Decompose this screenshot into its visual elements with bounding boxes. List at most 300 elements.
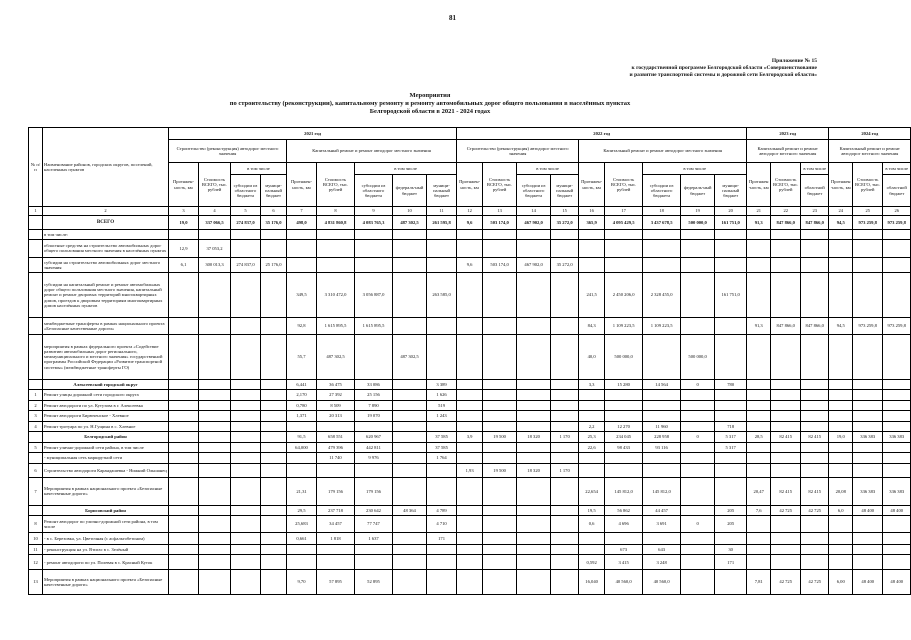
row-value: 336 383 <box>883 432 911 443</box>
row-value: 973 259,8 <box>853 215 883 229</box>
row-value <box>393 400 427 411</box>
row-value: 91,5 <box>287 432 317 443</box>
table-row <box>29 442 911 453</box>
row-value <box>883 230 911 239</box>
row-value <box>801 239 829 257</box>
row-value: 42 725 <box>771 569 801 594</box>
row-value <box>715 230 747 239</box>
row-value: 19,5 <box>579 505 605 516</box>
row-value: 4 710 <box>427 516 457 533</box>
row-value <box>393 569 427 594</box>
row-value <box>199 273 231 318</box>
row-value <box>801 390 829 401</box>
row-value <box>643 411 681 422</box>
row-value <box>801 273 829 318</box>
table-row <box>29 453 911 464</box>
column-number: 14 <box>517 206 551 215</box>
row-value <box>747 230 771 239</box>
row-name: - реконструкция на ул. Втигас в с. Зелёный <box>43 544 169 555</box>
row-value: 40 560,0 <box>643 569 681 594</box>
header-length: Протяжен-ность, км <box>829 163 853 206</box>
row-value <box>169 544 199 555</box>
row-value <box>483 317 517 334</box>
row-value <box>355 239 393 257</box>
row-value: 21,31 <box>287 477 317 505</box>
row-value <box>853 453 883 464</box>
row-value: 1 764 <box>427 453 457 464</box>
row-value: 336 383 <box>853 432 883 443</box>
row-value <box>853 230 883 239</box>
row-value <box>715 400 747 411</box>
row-value: 500 000,0 <box>681 334 715 379</box>
row-value <box>551 555 579 569</box>
row-value <box>715 463 747 477</box>
row-value <box>261 411 287 422</box>
row-value <box>355 421 393 432</box>
row-value <box>317 421 355 432</box>
row-value <box>199 432 231 443</box>
row-value <box>483 453 517 464</box>
row-value <box>483 421 517 432</box>
row-value: 33 086 <box>355 379 393 390</box>
row-value <box>199 533 231 545</box>
row-value <box>261 317 287 334</box>
row-value <box>393 317 427 334</box>
row-value <box>261 505 287 516</box>
row-number: 12 <box>29 555 43 569</box>
row-value: 145 812,0 <box>605 477 643 505</box>
row-value: 25,3 <box>579 432 605 443</box>
row-value: 228 958 <box>643 432 681 443</box>
header-num: № п/п <box>29 128 43 207</box>
row-value <box>287 239 317 257</box>
row-value <box>771 379 801 390</box>
row-value <box>261 516 287 533</box>
row-value <box>771 463 801 477</box>
row-value <box>883 334 911 379</box>
row-value <box>883 463 911 477</box>
row-value: 4 696 <box>605 516 643 533</box>
column-number: 19 <box>681 206 715 215</box>
row-value: 92,8 <box>287 317 317 334</box>
row-value <box>457 569 483 594</box>
row-value: 179 156 <box>355 477 393 505</box>
row-value <box>169 516 199 533</box>
row-value: 11 960 <box>643 421 681 432</box>
row-value <box>883 421 911 432</box>
header-length: Протяжен-ность, км <box>579 163 605 206</box>
row-value <box>483 516 517 533</box>
row-value: 780 <box>715 379 747 390</box>
row-value: 40 560,0 <box>605 569 643 594</box>
row-value <box>681 463 715 477</box>
row-value <box>231 411 261 422</box>
row-value: 27 392 <box>317 390 355 401</box>
row-value <box>771 334 801 379</box>
row-value <box>355 230 393 239</box>
header-repair-2021: Капитальный ремонт и ремонт автодорог местного значения <box>287 139 457 163</box>
row-value <box>483 569 517 594</box>
row-value: 179 156 <box>317 477 355 505</box>
row-number <box>29 239 43 257</box>
row-value: 25 176,0 <box>261 257 287 272</box>
row-value <box>853 516 883 533</box>
row-value <box>681 555 715 569</box>
row-number <box>29 432 43 443</box>
row-value <box>801 453 829 464</box>
row-value: 487 302,5 <box>393 215 427 229</box>
row-value <box>393 421 427 432</box>
row-value <box>853 533 883 545</box>
table-row <box>29 334 911 379</box>
row-value: 1 109 223,5 <box>605 317 643 334</box>
row-value <box>801 442 829 453</box>
row-value <box>853 390 883 401</box>
row-value <box>883 555 911 569</box>
row-value <box>287 463 317 477</box>
row-value <box>393 533 427 545</box>
row-value: 503 174,0 <box>483 257 517 272</box>
row-value <box>287 555 317 569</box>
row-value <box>231 442 261 453</box>
row-number: 2 <box>29 400 43 411</box>
row-value <box>427 421 457 432</box>
row-value <box>261 544 287 555</box>
row-value: 1 626 <box>427 390 457 401</box>
document-title <box>150 92 710 116</box>
row-value <box>605 463 643 477</box>
row-value: 261 595,8 <box>427 215 457 229</box>
row-value: 37 585 <box>427 442 457 453</box>
row-value <box>483 544 517 555</box>
row-value <box>317 257 355 272</box>
header-repair-2022: Капитальный ремонт и ремонт автодорог местного значения <box>579 139 747 163</box>
row-value: 349,5 <box>287 273 317 318</box>
row-value: 1 615 895,5 <box>355 317 393 334</box>
row-value <box>551 379 579 390</box>
row-value <box>605 453 643 464</box>
row-value <box>261 421 287 432</box>
row-value <box>231 544 261 555</box>
row-value <box>551 505 579 516</box>
row-value <box>483 334 517 379</box>
row-value <box>169 317 199 334</box>
row-name: Мероприятия в рамках национального проекта «Безопасные качественные дороги» <box>43 569 169 594</box>
row-value: 161 751,0 <box>715 273 747 318</box>
row-value: 18 320 <box>517 463 551 477</box>
row-value <box>483 477 517 505</box>
row-value: 29,5 <box>287 505 317 516</box>
header-incl: в том числе <box>231 163 287 175</box>
row-value <box>483 273 517 318</box>
row-name: - в с. Березовка, ул. Цветочная (с асфальтобетоном) <box>43 533 169 545</box>
row-value: 35 272,0 <box>551 215 579 229</box>
row-value <box>457 442 483 453</box>
row-value <box>883 400 911 411</box>
row-value <box>747 390 771 401</box>
row-value <box>199 555 231 569</box>
row-value <box>517 421 551 432</box>
row-value: 19,0 <box>829 432 853 443</box>
row-value <box>261 400 287 411</box>
table-row <box>29 477 911 505</box>
row-value <box>261 442 287 453</box>
row-value <box>883 257 911 272</box>
row-value <box>199 569 231 594</box>
header-incl: в том числе <box>355 163 457 175</box>
row-number <box>29 257 43 272</box>
table-row <box>29 273 911 318</box>
row-value: 4 095 429,5 <box>605 215 643 229</box>
row-value: 237 718 <box>317 505 355 516</box>
row-value <box>853 544 883 555</box>
row-value <box>681 569 715 594</box>
row-value: 19 070 <box>355 411 393 422</box>
row-name: - муниципальная сеть маршрутной сети <box>43 453 169 464</box>
row-value <box>457 555 483 569</box>
row-value: 37 585 <box>427 432 457 443</box>
row-value <box>801 421 829 432</box>
row-name: Ремонт автодорог по улично-дорожной сети района, в том числе <box>43 516 169 533</box>
row-value <box>483 230 517 239</box>
row-value <box>199 516 231 533</box>
row-value: 161 751,0 <box>715 215 747 229</box>
row-value: 1,93 <box>457 463 483 477</box>
row-value: 658 551 <box>317 432 355 443</box>
row-name: межбюджетные трансферты в рамках национального проекта «Безопасные качественные дороги» <box>43 317 169 334</box>
row-value <box>883 411 911 422</box>
row-value <box>681 411 715 422</box>
row-value: 718 <box>715 421 747 432</box>
row-value <box>715 533 747 545</box>
row-number <box>29 505 43 516</box>
row-name: ВСЕГО <box>43 215 169 229</box>
row-value: 5 317 <box>715 432 747 443</box>
row-value: 1 615 895,5 <box>317 317 355 334</box>
row-value: 0 <box>681 516 715 533</box>
row-value <box>427 317 457 334</box>
row-value: 82 415 <box>801 432 829 443</box>
row-value <box>883 544 911 555</box>
row-value <box>517 533 551 545</box>
row-number: 7 <box>29 477 43 505</box>
row-value <box>231 230 261 239</box>
row-value <box>231 453 261 464</box>
column-number: 1 <box>29 206 43 215</box>
row-number <box>29 230 43 239</box>
header-cost: Стоимость ВСЕГО, тыс. рублей <box>771 163 801 206</box>
column-number: 26 <box>883 206 911 215</box>
row-value <box>551 400 579 411</box>
row-value <box>853 379 883 390</box>
row-value <box>883 379 911 390</box>
row-value <box>169 230 199 239</box>
row-value: 847 866,0 <box>771 215 801 229</box>
row-value <box>457 317 483 334</box>
header-municipal: муници-пальный бюджет <box>261 175 287 207</box>
row-value <box>517 442 551 453</box>
row-value <box>715 453 747 464</box>
row-value <box>747 555 771 569</box>
row-value <box>853 411 883 422</box>
row-value <box>169 432 199 443</box>
header-municipal: муници-пальный бюджет <box>551 175 579 207</box>
table-row <box>29 257 911 272</box>
row-value <box>853 273 883 318</box>
row-value <box>715 390 747 401</box>
column-number: 25 <box>853 206 883 215</box>
row-value <box>551 533 579 545</box>
row-value <box>605 230 643 239</box>
row-value <box>747 411 771 422</box>
row-value: 1 109 223,5 <box>643 317 681 334</box>
row-value <box>393 273 427 318</box>
row-value <box>355 257 393 272</box>
row-value <box>829 533 853 545</box>
row-value <box>483 390 517 401</box>
row-value <box>829 400 853 411</box>
header-cost: Стоимость ВСЕГО, тыс. рублей <box>605 163 643 206</box>
row-value <box>579 544 605 555</box>
row-value <box>681 421 715 432</box>
row-value <box>681 400 715 411</box>
row-value <box>551 411 579 422</box>
row-value <box>829 516 853 533</box>
row-value <box>517 411 551 422</box>
row-value: 230 642 <box>355 505 393 516</box>
row-value: 973 259,8 <box>883 317 911 334</box>
row-value <box>457 239 483 257</box>
row-value: 0 <box>681 432 715 443</box>
row-value <box>579 463 605 477</box>
row-value <box>287 544 317 555</box>
row-value: 0 <box>681 379 715 390</box>
row-name: Белгородский район <box>43 432 169 443</box>
column-number: 21 <box>747 206 771 215</box>
row-value <box>261 239 287 257</box>
row-value <box>643 257 681 272</box>
row-value <box>427 230 457 239</box>
row-value <box>261 453 287 464</box>
row-value <box>829 334 853 379</box>
row-value <box>715 411 747 422</box>
row-value: 336 383 <box>883 477 911 505</box>
header-year-2022: 2022 год <box>457 128 747 140</box>
row-value <box>551 273 579 318</box>
row-value: 7,6 <box>747 505 771 516</box>
row-value <box>169 533 199 545</box>
table-section-row <box>29 379 911 390</box>
row-value <box>287 453 317 464</box>
row-value <box>427 555 457 569</box>
row-value: 171 <box>427 533 457 545</box>
row-value <box>643 239 681 257</box>
row-value <box>771 239 801 257</box>
row-value: 1,371 <box>287 411 317 422</box>
row-value <box>517 477 551 505</box>
row-value: 973 259,8 <box>883 215 911 229</box>
row-value: 171 <box>715 555 747 569</box>
row-value <box>829 442 853 453</box>
row-value <box>747 442 771 453</box>
row-value <box>261 390 287 401</box>
row-value <box>771 273 801 318</box>
row-value: 1 170 <box>551 432 579 443</box>
row-value <box>579 239 605 257</box>
row-value <box>517 239 551 257</box>
row-value <box>715 257 747 272</box>
row-value: 1 637 <box>355 533 393 545</box>
row-value: 25,683 <box>287 516 317 533</box>
row-value <box>199 463 231 477</box>
row-value <box>199 379 231 390</box>
row-value <box>393 390 427 401</box>
column-number: 16 <box>579 206 605 215</box>
row-value <box>681 257 715 272</box>
row-value: 84,3 <box>579 317 605 334</box>
row-value <box>483 442 517 453</box>
row-value: 20 313 <box>317 411 355 422</box>
row-value <box>829 239 853 257</box>
row-value <box>199 411 231 422</box>
table-row <box>29 533 911 545</box>
row-value <box>681 239 715 257</box>
row-value <box>517 505 551 516</box>
row-value <box>883 390 911 401</box>
row-value <box>169 453 199 464</box>
row-value: 25 156 <box>355 390 393 401</box>
row-value <box>483 400 517 411</box>
row-value: 487 302,5 <box>393 334 427 379</box>
row-value: 5 317 <box>715 442 747 453</box>
header-repair-2023: Капитальный ремонт и ремонт автодорог местного значения <box>747 139 829 163</box>
row-value: 241,5 <box>579 273 605 318</box>
row-value: 42 725 <box>771 505 801 516</box>
row-value: 16,040 <box>579 569 605 594</box>
header-cost: Стоимость ВСЕГО, тыс. рублей <box>483 163 517 206</box>
row-value <box>747 516 771 533</box>
row-value <box>579 230 605 239</box>
row-value: 12,9 <box>169 239 199 257</box>
header-cost: Стоимость ВСЕГО, тыс. рублей <box>317 163 355 206</box>
row-value <box>393 442 427 453</box>
table-section-row <box>29 505 911 516</box>
row-value: 6,0 <box>829 505 853 516</box>
row-value <box>579 411 605 422</box>
row-value <box>355 555 393 569</box>
row-value <box>427 239 457 257</box>
row-value <box>883 516 911 533</box>
row-value <box>771 544 801 555</box>
row-value: 500 000,0 <box>681 215 715 229</box>
row-value <box>457 334 483 379</box>
row-value <box>317 463 355 477</box>
row-value <box>261 273 287 318</box>
row-value <box>457 505 483 516</box>
header-length: Протяжен-ность, км <box>287 163 317 206</box>
column-number: 15 <box>551 206 579 215</box>
row-value: 503 174,0 <box>483 215 517 229</box>
row-value: 234 045 <box>605 432 643 443</box>
row-value <box>169 390 199 401</box>
row-number: 6 <box>29 463 43 477</box>
row-value <box>517 400 551 411</box>
row-value <box>231 421 261 432</box>
row-number <box>29 334 43 379</box>
row-value: 19 500 <box>483 432 517 443</box>
row-value <box>457 421 483 432</box>
row-value: 82 415 <box>771 477 801 505</box>
